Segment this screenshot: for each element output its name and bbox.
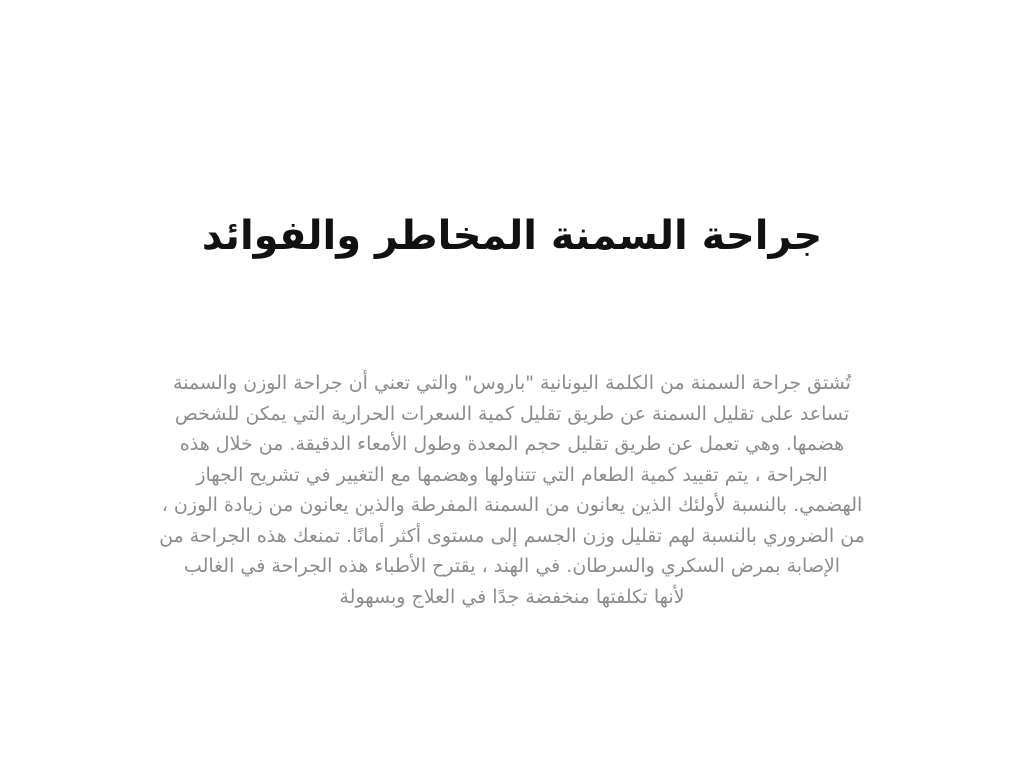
body-line: لأنها تكلفتها منخفضة جدًا في العلاج وبسهولة xyxy=(339,585,685,608)
body-line: الهضمي. بالنسبة لأولئك الذين يعانون من السمنة المفرطة والذين يعانون من زيادة الوزن ، xyxy=(161,494,863,516)
body-line: تساعد على تقليل السمنة عن طريق تقليل كمية السعرات الحرارية التي يمكن للشخص xyxy=(174,402,850,425)
body-line: الجراحة ، يتم تقييد كمية الطعام التي تتناولها وهضمها مع التغيير في تشريح الجهاز xyxy=(196,463,828,486)
body-line: تُشتق جراحة السمنة من الكلمة اليونانية "باروس" والتي تعني أن جراحة الوزن والسمنة xyxy=(173,372,851,394)
body-line: الإصابة بمرض السكري والسرطان. في الهند ، يقترح الأطباء هذه الجراحة في الغالب xyxy=(183,555,841,577)
body-line: من الضروري بالنسبة لهم تقليل وزن الجسم إلى مستوى أكثر أمانًا. تمنعك هذه الجراحة من xyxy=(159,524,865,547)
slide-title: جراحة السمنة المخاطر والفوائد xyxy=(201,213,823,259)
slide-body xyxy=(95,368,929,612)
body-line: هضمها. وهي تعمل عن طريق تقليل حجم المعدة وطول الأمعاء الدقيقة. من خلال هذه xyxy=(179,433,845,455)
